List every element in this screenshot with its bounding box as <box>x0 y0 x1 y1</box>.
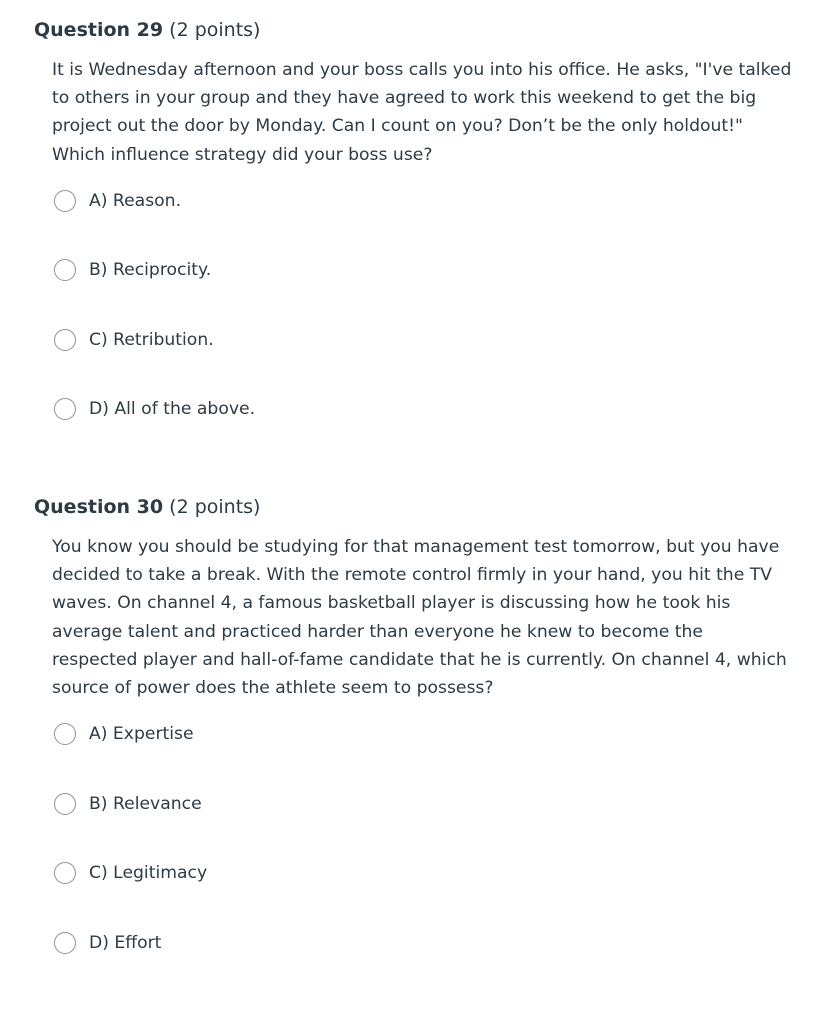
option-d[interactable] <box>54 398 804 468</box>
question-title: Question 29 <box>34 19 164 41</box>
radio-button[interactable] <box>54 329 76 351</box>
radio-button[interactable] <box>54 190 76 212</box>
question-header <box>34 493 804 521</box>
radio-button[interactable] <box>54 932 76 954</box>
option-a[interactable] <box>54 190 804 260</box>
radio-button[interactable] <box>54 862 76 884</box>
question-29 <box>34 16 804 468</box>
option-label[interactable]: D) Effort <box>89 932 162 953</box>
question-points: (2 points) <box>169 19 261 41</box>
option-label[interactable]: A) Reason. <box>89 190 182 211</box>
radio-button[interactable] <box>54 259 76 281</box>
question-30 <box>34 493 804 1001</box>
option-label[interactable]: D) All of the above. <box>89 399 256 420</box>
option-label[interactable]: C) Legitimacy <box>89 863 208 884</box>
option-a[interactable] <box>54 723 804 793</box>
radio-button[interactable] <box>54 723 76 745</box>
answer-options <box>54 190 804 468</box>
question-title: Question 30 <box>34 496 164 518</box>
question-text: You know you should be studying for that management test tomorrow, but you have decided to take a break. With the remote control firmly in your hand, you hit the TV waves. On channel 4, a famous basketball player is discussing how he took his average talent and practiced harder than everyone he knew to become the respected player and hall-of-fame candidate that he is currently. On channel 4, which source of power does the athlete seem to possess? <box>52 537 787 699</box>
option-label[interactable]: B) Reciprocity. <box>89 260 212 281</box>
option-label[interactable]: A) Expertise <box>89 724 194 745</box>
option-label[interactable]: B) Relevance <box>89 793 202 814</box>
option-b[interactable] <box>54 259 804 329</box>
question-points: (2 points) <box>169 496 261 518</box>
option-c[interactable] <box>54 329 804 399</box>
answer-options <box>54 723 804 1001</box>
option-c[interactable] <box>54 862 804 932</box>
question-text: It is Wednesday afternoon and your boss calls you into his office. He asks, "I've talked to others in your group and they have agreed to work this weekend to get the big project out the door by Monday. Can I count on you? Don’t be the only holdout!" Which influence strategy did your boss use? <box>52 60 792 165</box>
question-header <box>34 16 804 44</box>
radio-button[interactable] <box>54 793 76 815</box>
option-d[interactable] <box>54 932 804 1002</box>
radio-button[interactable] <box>54 398 76 420</box>
option-label[interactable]: C) Retribution. <box>89 329 214 350</box>
option-b[interactable] <box>54 793 804 863</box>
